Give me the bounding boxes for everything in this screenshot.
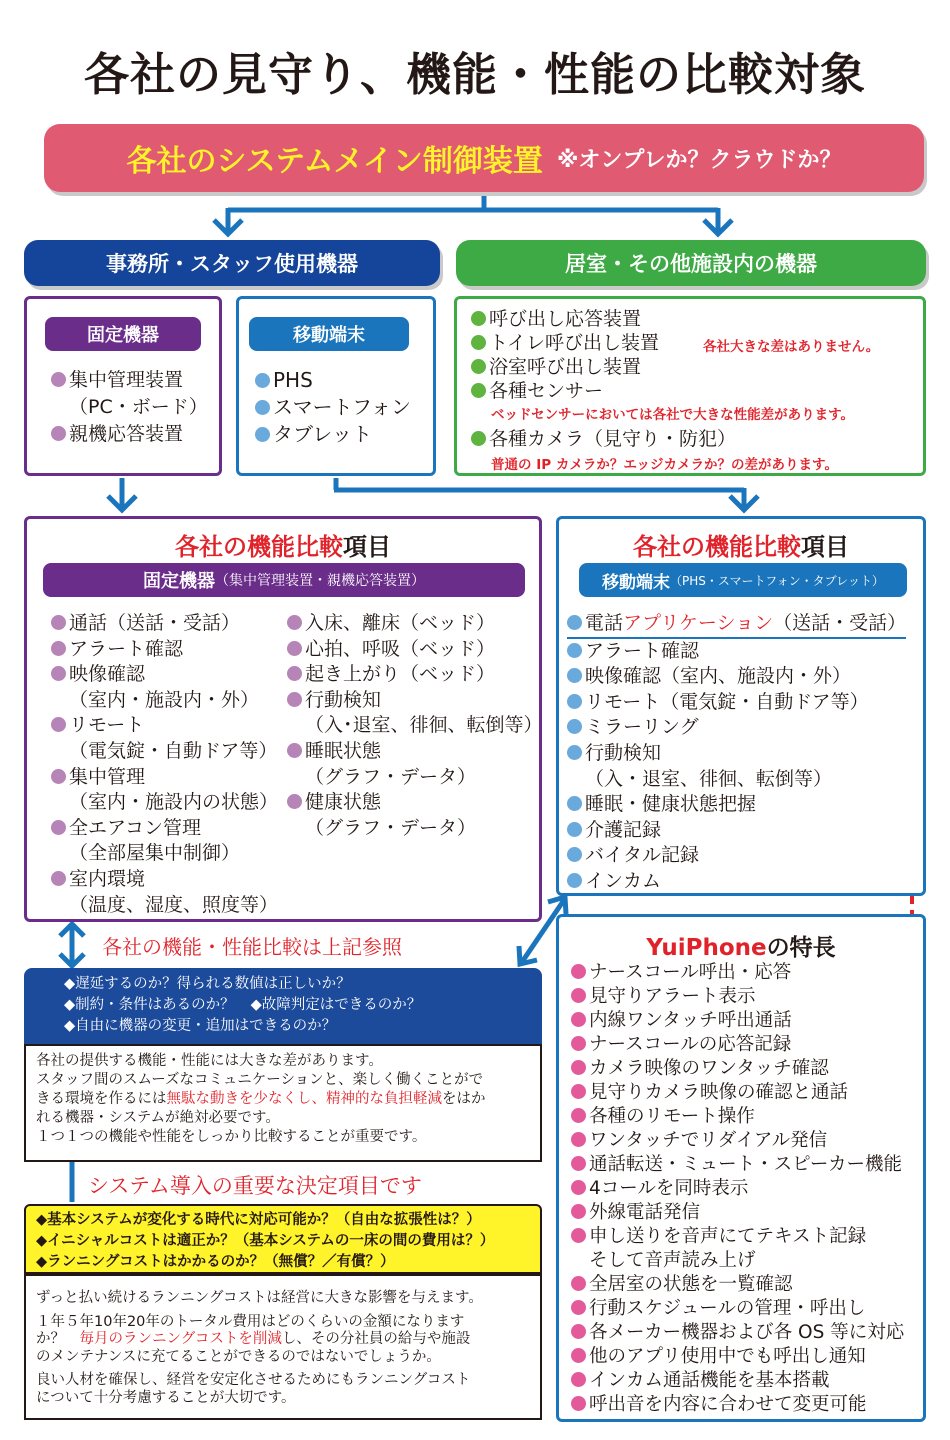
list-item: カメラ映像のワンタッチ確認	[571, 1057, 904, 1081]
list-item: 映像確認（室内、施設内・外）	[567, 664, 906, 690]
question-item: ◆遅延するのか？得られる数値は正しいか？	[64, 976, 351, 992]
list-item: 電話アプリケーション（送話・受話）	[567, 611, 906, 639]
bullet-icon	[287, 794, 302, 809]
list-item: （全部屋集中制御）	[69, 842, 241, 865]
question-item: ◆自由に機器の変更・追加はできるのか？	[64, 1018, 337, 1034]
mobile-devices-box	[236, 296, 436, 476]
list-item: アラート確認	[51, 637, 278, 663]
bullet-icon	[571, 1036, 586, 1051]
bullet-icon	[567, 668, 582, 683]
list-item: インカム	[567, 869, 906, 895]
bullet-icon	[51, 820, 66, 835]
text-line: のメンテナンスに充てることができるのではないでしょうか。	[36, 1348, 441, 1365]
list-item: ミラーリング	[567, 715, 906, 741]
list-item: スマートフォン	[255, 394, 411, 421]
cost-text-box	[24, 1274, 542, 1420]
list-item: 各メーカー機器および各 OS 等に対応	[571, 1321, 904, 1345]
list-item: 行動スケジュールの管理・呼出し	[571, 1297, 904, 1321]
bullet-icon	[567, 643, 582, 658]
mobile-devices-list	[255, 367, 411, 448]
bullet-icon	[571, 1372, 586, 1387]
list-item: インカム通話機能を基本搭載	[571, 1369, 904, 1393]
list-item: 睡眠・健康状態把握	[567, 792, 906, 818]
list-item: そして音声読み上げ	[589, 1250, 756, 1271]
bullet-icon	[571, 964, 586, 979]
decision-item: ◆イニシャルコストは適正か？（基本システムの一床の間の費用は？）	[36, 1233, 495, 1249]
list-item: 外線電話発信	[571, 1201, 904, 1225]
bullet-icon	[567, 873, 582, 888]
bullet-icon	[51, 871, 66, 886]
list-item: 他のアプリ使用中でも呼出し通知	[571, 1345, 904, 1369]
mobile-compare-list	[567, 611, 906, 895]
bullet-icon	[287, 666, 302, 681]
list-item: 行動検知	[287, 688, 543, 714]
bullet-icon	[471, 431, 486, 446]
decision-item: ◆基本システムが変化する時代に対応可能か？（自由な拡張性は？）	[36, 1212, 481, 1228]
bullet-icon	[287, 743, 302, 758]
sensor-note: ベッドセンサーにおいては各社で大きな性能差があります。	[491, 407, 855, 423]
bullet-icon	[471, 311, 486, 326]
room-devices-box	[454, 296, 926, 476]
questions-box	[24, 968, 542, 1044]
text-line: 良い人材を確保し、経営を安定化させるためにもランニングコスト	[36, 1372, 471, 1388]
mobile-compare-pill: 移動端末 （PHS・スマートフォン・タブレット）	[579, 563, 907, 597]
list-item: 親機応答装置	[51, 421, 208, 448]
bullet-icon	[571, 1228, 586, 1243]
list-item: 起き上がり（ベッド）	[287, 662, 543, 688]
list-item: （グラフ・データ）	[305, 816, 477, 839]
list-item: PHS	[255, 367, 411, 394]
list-item: 通話転送・ミュート・スピーカー機能	[571, 1153, 904, 1177]
text-line: 各社の提供する機能・性能には大きな差があります。	[36, 1053, 383, 1069]
text-line: スタッフ間のスムーズなコミュニケーションと、楽しく働くことがで	[36, 1072, 484, 1088]
bullet-icon	[571, 1012, 586, 1027]
bullet-icon	[571, 1276, 586, 1291]
bullet-icon	[255, 400, 270, 415]
mobile-devices-pill: 移動端末	[249, 317, 409, 351]
camera-list	[471, 427, 736, 451]
bullet-icon	[567, 847, 582, 862]
list-item: （室内・施設内・外）	[69, 688, 260, 711]
list-item: 集中管理	[51, 765, 278, 791]
fixed-devices-list	[51, 367, 208, 448]
text-line: か？ 毎月のランニングコストを削減し、その分社員の給与や施設	[36, 1331, 471, 1347]
bullet-icon	[287, 692, 302, 707]
list-item: 申し送りを音声にてテキスト記録	[571, 1225, 904, 1249]
mobile-compare-title: 各社の機能比較項目	[633, 533, 849, 561]
difference-text-box	[24, 1044, 542, 1162]
list-item: 見守りアラート表示	[571, 985, 904, 1009]
room-devices-bar: 居室・その他施設内の機器	[456, 240, 926, 286]
list-item: 浴室呼び出し装置	[471, 355, 659, 379]
list-item: 入床、離床（ベッド）	[287, 611, 543, 637]
office-devices-bar: 事務所・スタッフ使用機器	[24, 240, 440, 286]
fixed-devices-box	[24, 296, 222, 476]
fixed-compare-col2	[287, 611, 543, 841]
list-item: （入・退室、徘徊、転倒等）	[585, 767, 833, 790]
bullet-icon	[571, 1060, 586, 1075]
list-item: 全居室の状態を一覧確認	[571, 1273, 904, 1297]
mobile-compare-box	[556, 516, 926, 896]
bullet-icon	[571, 988, 586, 1003]
bullet-icon	[567, 745, 582, 760]
list-item: 健康状態	[287, 790, 543, 816]
main-control-label: 各社のシステムメイン制御装置	[126, 144, 543, 179]
yuiphone-features-box	[556, 914, 926, 1422]
bullet-icon	[51, 426, 66, 441]
list-item: （室内・施設内の状態）	[69, 791, 279, 814]
bullet-icon	[51, 641, 66, 656]
list-item: ナースコールの応答記録	[571, 1033, 904, 1057]
list-item: 集中管理装置	[51, 367, 208, 394]
room-devices-list	[471, 307, 659, 403]
camera-note: 普通の IP カメラか？エッジカメラか？の差があります。	[491, 457, 838, 473]
list-item: 映像確認	[51, 662, 278, 688]
list-item: 呼出音を内容に合わせて変更可能	[571, 1393, 904, 1417]
list-item: （PC・ボード）	[69, 396, 208, 418]
question-item: ◆制約・条件はあるのか？ ◆故障判定はできるのか？	[64, 997, 422, 1013]
bullet-icon	[287, 615, 302, 630]
bullet-icon	[51, 372, 66, 387]
main-control-bar	[44, 124, 924, 192]
bullet-icon	[255, 373, 270, 388]
list-item: 室内環境	[51, 867, 278, 893]
list-item: 通話（送話・受話）	[51, 611, 278, 637]
bullet-icon	[471, 335, 486, 350]
yuiphone-feature-list	[571, 961, 904, 1417]
list-item: （電気錠・自動ドア等）	[69, 739, 278, 762]
bullet-icon	[571, 1108, 586, 1123]
text-line: １年５年10年20年のトータル費用はどのくらいの金額になります	[36, 1313, 465, 1330]
text-line: きる環境を作るには無駄な動きを少なくし、精神的な負担軽減をはか	[36, 1091, 486, 1107]
list-item: リモート（電気錠・自動ドア等）	[567, 690, 906, 716]
decision-box	[24, 1204, 542, 1274]
decision-title: システム導入の重要な決定項目です	[88, 1174, 422, 1198]
bullet-icon	[571, 1180, 586, 1195]
bullet-icon	[567, 615, 582, 630]
bullet-icon	[471, 359, 486, 374]
list-item: 各種センサー	[471, 379, 659, 403]
yuiphone-title: YuiPhoneの特長	[646, 935, 836, 961]
bullet-icon	[51, 769, 66, 784]
list-item: 各種のリモート操作	[571, 1105, 904, 1129]
bullet-icon	[51, 717, 66, 732]
bullet-icon	[567, 822, 582, 837]
fixed-devices-pill: 固定機器	[45, 317, 201, 351]
list-item: ワンタッチでリダイアル発信	[571, 1129, 904, 1153]
list-item: （温度、湿度、照度等）	[69, 893, 279, 916]
fixed-compare-pill: 固定機器 （集中管理装置・親機応答装置）	[43, 563, 525, 597]
bullet-icon	[571, 1084, 586, 1099]
bullet-icon	[471, 383, 486, 398]
bullet-icon	[567, 796, 582, 811]
list-item: トイレ呼び出し装置	[471, 331, 659, 355]
text-line: について十分考慮することが大切です。	[36, 1389, 296, 1406]
bullet-icon	[567, 694, 582, 709]
list-item: リモート	[51, 713, 278, 739]
bullet-icon	[571, 1204, 586, 1219]
bullet-icon	[571, 1300, 586, 1315]
bullet-icon	[287, 641, 302, 656]
list-item: 睡眠状態	[287, 739, 543, 765]
fixed-compare-title: 各社の機能比較項目	[175, 533, 391, 561]
list-item: 介護記録	[567, 818, 906, 844]
main-control-note: ※オンプレか？クラウドか？	[556, 147, 842, 173]
list-item: （グラフ・データ）	[305, 765, 477, 788]
fixed-compare-col1	[51, 611, 278, 918]
reference-note: 各社の機能・性能比較は上記参照	[102, 935, 402, 959]
text-line: ずっと払い続けるランニングコストは経営に大きな影響を与えます。	[36, 1290, 483, 1306]
list-item: アラート確認	[567, 639, 906, 665]
brace-note: 各社大きな差はありません。	[703, 339, 880, 355]
bullet-icon	[571, 1132, 586, 1147]
list-item: 見守りカメラ映像の確認と通話	[571, 1081, 904, 1105]
bullet-icon	[571, 1348, 586, 1363]
list-item: 呼び出し応答装置	[471, 307, 659, 331]
text-line: れる機器・システムが絶対必要です。	[36, 1110, 280, 1126]
bullet-icon	[567, 719, 582, 734]
bullet-icon	[255, 427, 270, 442]
bullet-icon	[51, 615, 66, 630]
page-title: 各社の見守り、機能・性能の比較対象	[83, 48, 866, 101]
list-item: タブレット	[255, 421, 411, 448]
bullet-icon	[571, 1324, 586, 1339]
decision-item: ◆ランニングコストはかかるのか？（無償？／有償？）	[36, 1254, 395, 1270]
list-item: 全エアコン管理	[51, 816, 278, 842]
bullet-icon	[571, 1396, 586, 1411]
bullet-icon	[571, 1156, 586, 1171]
text-line: １つ１つの機能や性能をしっかり比較することが重要です。	[36, 1129, 427, 1145]
bullet-icon	[51, 666, 66, 681]
list-item: 各種カメラ（見守り・防犯）	[471, 427, 736, 451]
list-item: 4コールを同時表示	[571, 1177, 904, 1201]
list-item: ナースコール呼出・応答	[571, 961, 904, 985]
list-item: 行動検知	[567, 741, 906, 767]
list-item: バイタル記録	[567, 843, 906, 869]
fixed-compare-box	[24, 516, 542, 922]
list-item: 内線ワンタッチ呼出通話	[571, 1009, 904, 1033]
list-item: 心拍、呼吸（ベッド）	[287, 637, 543, 663]
list-item: （入･退室、徘徊、転倒等）	[305, 714, 543, 737]
